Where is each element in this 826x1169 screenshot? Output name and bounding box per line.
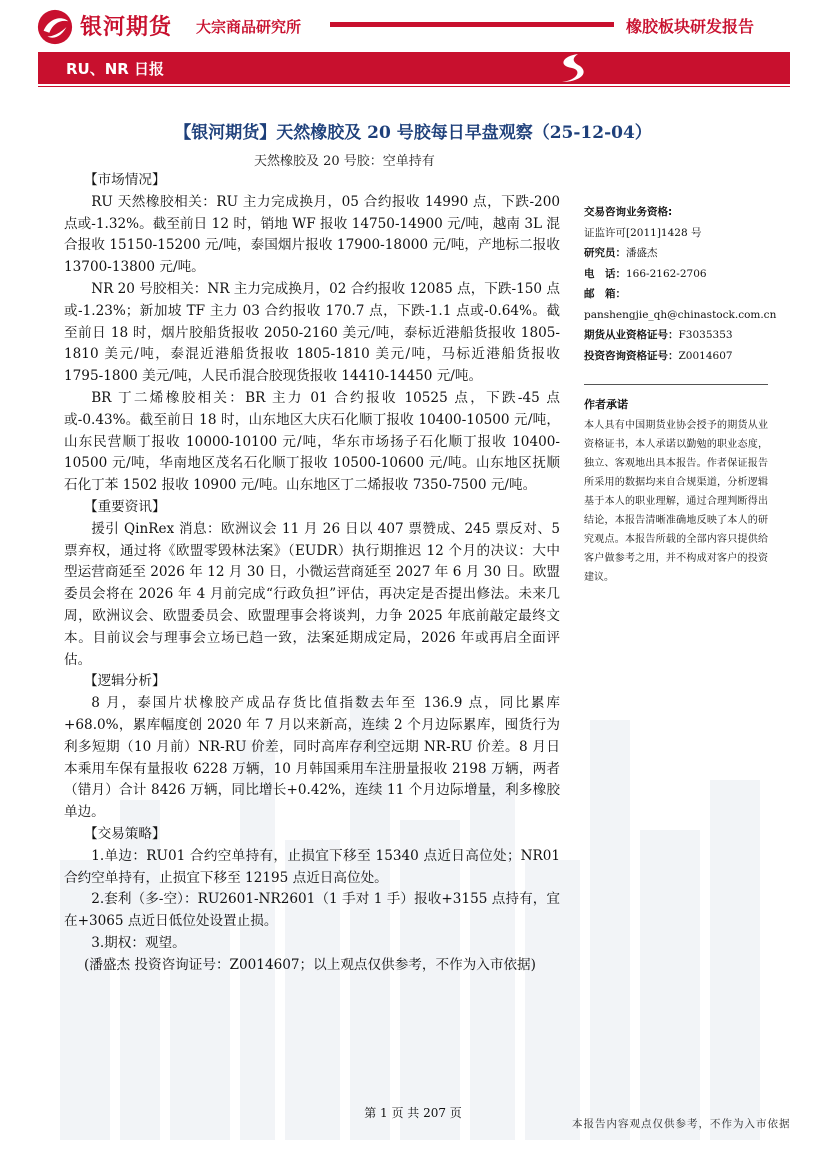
report-subheadline: 天然橡胶及 20 号胶：空单持有 [254,154,435,169]
report-type: 橡胶板块研发报告 [626,17,755,36]
phone-number: 166-2162-2706 [626,267,707,280]
email-address[interactable]: panshengjie_qh@chinastock.com.cn [584,308,777,321]
section-title-logic: 【逻辑分析】 [84,673,166,690]
email-label: 邮 箱： [584,288,626,300]
section-title-news: 【重要资讯】 [84,498,166,515]
footer-disclaimer: 本报告内容观点仅供参考，不作为入市依据 [572,1118,791,1130]
galaxy-logo-icon [36,8,74,46]
advisory-license-label: 投资咨询资格证号： [584,349,679,362]
author-pledge-title: 作者承诺 [584,398,628,411]
researcher-label: 研究员： [584,247,626,259]
paragraph-nr: NR 20 号胶相关：NR 主力完成换月，02 合约报收 12085 点，下跌-150 点或-1.23%；新加坡 TF 主力 03 合约报收 170.7 点，下跌-1.1 点或-0.64%。截至前日 18 时，烟片胶船货报收 2050-2160 美元/吨，泰标近港船货报收 1805-1810 美元/吨，泰混近港船货报收 1805-1810 美元/吨，马标近港船货报收 1795-1800 美元/吨，人民币混合胶现货报收 14410-14450 元/吨。 [64,280,560,385]
paragraph-news: 援引 QinRex 消息：欧洲议会 11 月 26 日以 407 票赞成、245 票反对、5 票弃权，通过将《欧盟零毁林法案》（EUDR）执行期推迟 12 个月的决议：大中型运营商延至 2026 年 12 月 30 日，小微运营商延至 2027 年 6 月 30 日。欧盟委员会将在 2026 年 4 月前完成“行政负担”评估，再决定是否提出修法。未来几周，欧洲议会、欧盟委员会、欧盟理事会将谈判，力争 2025 年底前敲定最终文本。目前议会与理事会立场已趋一致，法案延期成定局，2026 年或再启全面评估。 [64,520,560,668]
paragraph-br: BR 丁二烯橡胶相关：BR 主力 01 合约报收 10525 点，下跌-45 点或-0.43%。截至前日 18 时，山东地区大庆石化顺丁报收 10400-10500 元/吨，山东民营顺丁报收 10000-10100 元/吨，华东市场扬子石化顺丁报收 10400-10500 元/吨，华南地区茂名石化顺丁报收 10500-10600 元/吨。山东地区抚顺石化丁苯 1502 报收 10900 元/吨。山东地区丁二烯报收 7350-7500 元/吨。 [64,389,560,494]
company-logo-text: 银河期货 [80,15,173,40]
advisory-license-number: Z0014607 [678,349,733,362]
band-underline [38,86,790,87]
section-title-market: 【市场情况】 [84,172,166,188]
strategy-arbitrage: 2.套利（多-空）：RU2601-NR2601（1 手对 1 手）报收+3155 点持有，宜在+3065 点近日低位处设置止损。 [64,891,560,930]
analyst-note: (潘盛杰 投资咨询证号：Z0014607；以上观点仅供参考，不作为入市依据) [84,956,536,973]
researcher-name: 潘盛杰 [626,247,658,259]
page-number: 第 1 页 共 207 页 [364,1106,462,1120]
main-content [64,170,560,976]
report-headline: 【银河期货】天然橡胶及 20 号胶每日早盘观察（25-12-04） [174,123,652,143]
swoosh-icon [548,52,592,84]
futures-license-number: F3035353 [678,329,733,341]
paragraph-logic: 8 月，泰国片状橡胶产成品存货比值指数去年至 136.9 点，同比累库+68.0%，累库幅度创 2020 年 7 月以来新高，连续 2 个月边际累库，囤货行为利多短期（10 月前）NR-RU 价差，同时高库存利空远期 NR-RU 价差。8 月日本乘用车保有量报收 6228 万辆，10 月韩国乘用车注册量报收 2198 万辆，两者（错月）合计 8426 万辆，同比增长+0.42%，连续 11 个月边际增量，利多橡胶单边。 [64,695,560,821]
phone-label: 电 话： [584,267,626,280]
qualification-value: 证监许可[2011]1428 号 [584,226,702,239]
futures-license-label: 期货从业资格证号： [584,329,679,341]
section-title-strategy: 【交易策略】 [84,825,166,842]
band-title: RU、NR 日报 [66,60,165,78]
qualification-label: 交易咨询业务资格: [584,206,673,218]
author-pledge-text: 本人具有中国期货业协会授予的期货从业资格证书，本人承诺以勤勉的职业态度，独立、客观地出具本报告。作者保证报告所采用的数据均来自合规渠道，分析逻辑基于本人的职业理解，通过合理判断得出结论，本报告清晰准确地反映了本人的研究观点。本报告所载的全部内容只提供给客户做参考之用，并不构成对客户的投资建议。 [584,420,768,583]
sidebar-contact [584,202,784,366]
strategy-option: 3.期权：观望。 [91,934,186,951]
strategy-single: 1.单边：RU01 合约空单持有，止损宜下移至 15340 点近日高位处；NR01 合约空单持有，止损宜下移至 12195 点近日高位处。 [64,847,560,886]
sidebar-divider [584,384,768,385]
header-rule [330,22,614,27]
institute-name: 大宗商品研究所 [196,18,302,36]
paragraph-ru: RU 天然橡胶相关：RU 主力完成换月，05 合约报收 14990 点，下跌-200 点或-1.32%。截至前日 12 时，销地 WF 报收 14750-14900 元/吨，越南 3L 混合报收 15150-15200 元/吨，泰国烟片报收 17900-18000 元/吨，产地标二报收 13700-13800 元/吨。 [64,193,560,276]
